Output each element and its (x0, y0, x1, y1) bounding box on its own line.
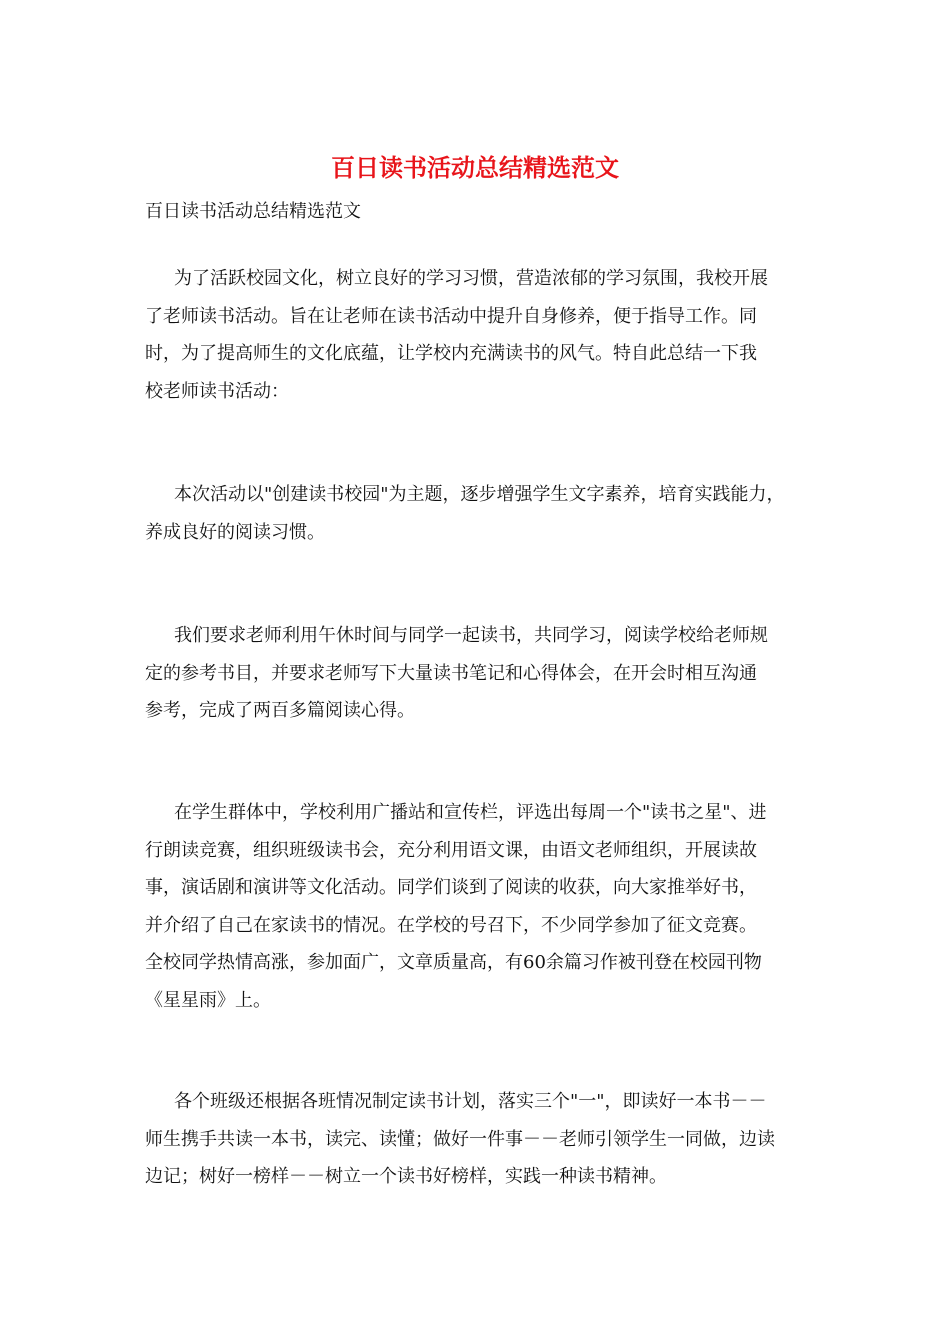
paragraph-line: 本次活动以"创建读书校园"为主题，逐步增强学生文字素养，培育实践能力， (174, 484, 785, 505)
paragraph-line: 养成良好的阅读习惯。 (145, 521, 325, 543)
paragraph-line: 《星星雨》上。 (145, 989, 271, 1011)
paragraph-line: 事，演话剧和演讲等文化活动。同学们谈到了阅读的收获，向大家推举好书， (145, 877, 757, 898)
document-title: 百日读书活动总结精选范文 (331, 153, 619, 182)
paragraph-line: 时，为了提高师生的文化底蕴，让学校内充满读书的风气。特自此总结一下我 (145, 343, 757, 364)
document-subtitle: 百日读书活动总结精选范文 (145, 201, 361, 222)
paragraph-line: 边记；树好一榜样－－树立一个读书好榜样，实践一种读书精神。 (145, 1166, 667, 1187)
paragraph-line: 行朗读竞赛，组织班级读书会，充分利用语文课，由语文老师组织，开展读故 (145, 839, 757, 861)
paragraph-line: 全校同学热情高涨，参加面广，文章质量高，有60余篇习作被刊登在校园刊物 (145, 952, 762, 973)
paragraph-line: 我们要求老师利用午休时间与同学一起读书，共同学习，阅读学校给老师规 (174, 625, 768, 646)
paragraph-line: 校老师读书活动： (145, 380, 289, 402)
paragraph-2 (145, 476, 825, 551)
paragraph-3 (145, 617, 825, 730)
paragraph-line: 为了活跃校园文化，树立良好的学习习惯，营造浓郁的学习氛围，我校开展 (174, 268, 768, 289)
paragraph-line: 参考，完成了两百多篇阅读心得。 (145, 700, 415, 721)
paragraph-1 (145, 260, 825, 410)
paragraph-line: 定的参考书目，并要求老师写下大量读书笔记和心得体会，在开会时相互沟通 (145, 662, 757, 684)
paragraph-line: 各个班级还根据各班情况制定读书计划，落实三个"一"，即读好一本书－－ (174, 1091, 767, 1112)
paragraph-4 (145, 794, 825, 1019)
paragraph-line: 并介绍了自己在家读书的情况。在学校的号召下，不少同学参加了征文竞赛。 (145, 914, 757, 936)
paragraph-line: 了老师读书活动。旨在让老师在读书活动中提升自身修养，便于指导工作。同 (145, 305, 757, 327)
paragraph-line: 师生携手共读一本书，读完、读懂；做好一件事－－老师引领学生一同做，边读 (145, 1128, 775, 1150)
paragraph-line: 在学生群体中，学校利用广播站和宣传栏，评选出每周一个"读书之星"、进 (174, 802, 767, 823)
paragraph-5 (145, 1083, 825, 1196)
